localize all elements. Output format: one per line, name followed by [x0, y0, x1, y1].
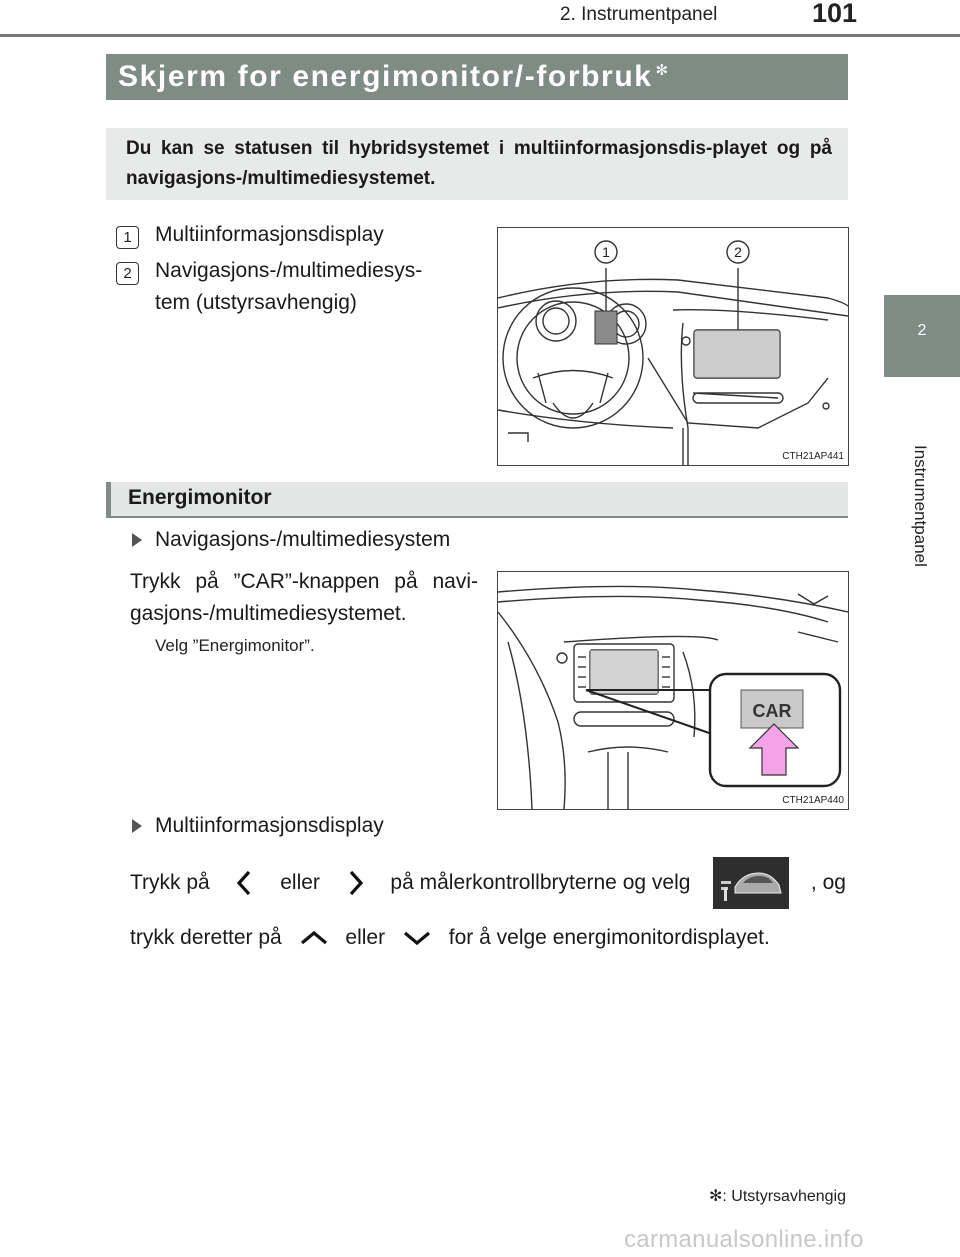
page-title [118, 60, 670, 94]
chevron-right-icon [342, 868, 368, 898]
list-item-1: Multiinformasjonsdisplay [155, 223, 384, 246]
nav-heading: Navigasjons-/multimediesystem [155, 528, 451, 551]
triangle-bullet-icon [132, 533, 142, 547]
footnote: ✻: Utstyrsavhengig [708, 1188, 846, 1205]
svg-text:CAR: CAR [752, 701, 792, 721]
figure-code: CTH21AP440 [782, 795, 844, 806]
multi-heading: Multiinformasjonsdisplay [155, 814, 384, 837]
multi-instruction-line-2 [130, 922, 770, 954]
callout-1 [595, 241, 617, 263]
page-number: 101 [812, 0, 858, 28]
header-rule [0, 34, 960, 37]
nav-instruction: Trykk på ”CAR”-knappen på navi-gasjons-/multimediesystemet. [130, 570, 478, 625]
page-title-text: Skjerm for energimonitor/-forbruk [118, 60, 653, 93]
text-run: trykk deretter på [130, 926, 282, 949]
svg-text:2: 2 [734, 244, 742, 260]
multi-instruction-line-1 [130, 856, 846, 910]
car-button[interactable] [741, 690, 803, 728]
text-run: på målerkontrollbryterne og velg [390, 871, 691, 894]
text-run: for å velge energimonitordisplayet. [448, 926, 770, 949]
intro-box [106, 128, 848, 200]
page-title-bar [106, 54, 848, 100]
chapter-tab[interactable] [884, 295, 960, 377]
section-header-underline [106, 516, 848, 518]
car-button-illustration [498, 572, 848, 809]
chevron-down-icon [397, 927, 437, 949]
chapter-tab-label: Instrumentpanel [911, 445, 930, 567]
text-run: eller [345, 926, 386, 949]
intro-text: Du kan se statusen til hybridsystemet i multiinformasjonsdis-playet og på navigasjons-/multimediesystemet. [126, 138, 832, 189]
list-item-2: Navigasjons-/multimediesys- tem (utstyrsavhengig) [155, 259, 423, 314]
text-run: , og [810, 871, 846, 894]
running-header-section: 2. Instrumentpanel [560, 4, 718, 25]
svg-text:1: 1 [602, 244, 610, 260]
chapter-tab-number: 2 [917, 322, 927, 339]
nav-sub-instruction: Velg ”Energimonitor”. [155, 636, 315, 655]
triangle-bullet-icon [132, 819, 142, 833]
equipment-mark: ✻ [655, 62, 670, 79]
list-number-1: 1 [116, 226, 139, 249]
text-run: Trykk på [130, 871, 210, 894]
dashboard-illustration [498, 228, 848, 465]
chevron-left-icon [232, 868, 258, 898]
car-info-icon [713, 857, 789, 909]
section-title: Energimonitor [128, 486, 272, 509]
watermark: carmanualsonline.info [624, 1226, 864, 1253]
car-button-figure [497, 571, 849, 810]
figure-code: CTH21AP441 [782, 451, 844, 462]
list-number-2: 2 [116, 262, 139, 285]
section-header-accent [106, 482, 111, 516]
chevron-up-icon [294, 927, 334, 949]
text-run: eller [280, 871, 320, 894]
callout-2 [727, 241, 749, 263]
dashboard-figure [497, 227, 849, 466]
